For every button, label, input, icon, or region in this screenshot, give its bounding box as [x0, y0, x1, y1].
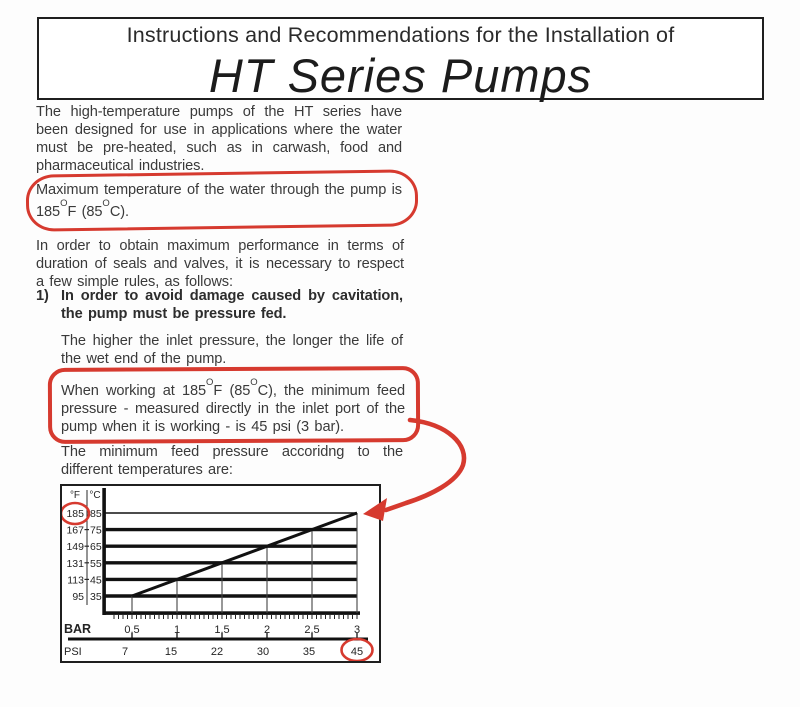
- psi-tick: 45: [350, 646, 364, 658]
- bar-tick: 0,5: [124, 624, 140, 636]
- title-box: [37, 17, 764, 100]
- psi-axis-line: [68, 638, 368, 641]
- bar-tick: 3: [353, 624, 361, 636]
- fahrenheit-axis-header: °F: [69, 490, 81, 501]
- bar-tick: 1: [173, 624, 181, 636]
- rules-intro-paragraph: In order to obtain maximum performance in terms of duration of seals and valves, it is necessary to respect a few simple rules, as follows:: [36, 238, 404, 290]
- rule1-text: In order to avoid damage caused by cavitation, the pump must be pressure fed.: [61, 288, 403, 322]
- fahrenheit-tick: 167: [66, 524, 84, 537]
- when-working-text: When working at 185: [61, 382, 207, 399]
- psi-tick: 7: [121, 646, 129, 658]
- degree-superscript: O: [102, 197, 110, 209]
- bar-axis-label: BAR: [64, 622, 92, 636]
- fahrenheit-tick: 113: [67, 574, 84, 587]
- max-temp-text: Maximum temperature of the water through the pump is 185: [36, 182, 402, 220]
- celsius-tick: 65: [90, 541, 102, 554]
- psi-tick: 22: [210, 646, 224, 658]
- bar-tick: 1.5: [214, 624, 230, 636]
- rule1-number: 1): [36, 288, 49, 304]
- title-subheading: Instructions and Recommendations for the Installation of: [126, 23, 675, 47]
- celsius-tick: 75: [90, 524, 102, 537]
- psi-tick: 30: [256, 646, 270, 658]
- max-temp-text: C).: [109, 203, 129, 220]
- psi-axis-label: PSI: [64, 646, 82, 658]
- fahrenheit-tick: 149: [66, 541, 84, 554]
- psi-tick: 35: [302, 646, 316, 658]
- min-feed-intro-paragraph: The minimum feed pressure accoridng to the different temperatures are:: [61, 444, 403, 478]
- fahrenheit-tick: 95: [72, 591, 84, 603]
- pressure-temperature-chart: [60, 484, 381, 663]
- page-title: HT Series Pumps: [208, 49, 593, 102]
- degree-superscript: O: [206, 376, 214, 388]
- when-working-text: C), the minimum feed pressure - measured directly in the inlet port of the pump when it is working - is 45 psi (3 bar).: [61, 382, 405, 435]
- intro-paragraph: The high-temperature pumps of the HT series have been designed for use in applications where the water must be pre-heated, such as in carwash, food and pharmaceutical industries.: [36, 104, 402, 174]
- celsius-axis-header: °C: [89, 490, 101, 501]
- max-temp-paragraph: [36, 181, 402, 221]
- psi-tick: 15: [164, 646, 178, 658]
- celsius-tick: 85: [90, 508, 102, 520]
- celsius-tick: 35: [90, 591, 102, 603]
- x-axis-line: [104, 611, 360, 615]
- degree-superscript: O: [250, 376, 258, 388]
- fahrenheit-tick: 185: [66, 508, 84, 520]
- celsius-tick: 55: [90, 557, 102, 570]
- degree-superscript: O: [60, 197, 68, 209]
- pressure-temperature-data-line: [132, 513, 357, 596]
- bar-tick: 2: [263, 624, 271, 636]
- when-working-paragraph: [61, 378, 405, 436]
- when-working-text: F (85: [213, 382, 251, 399]
- chart-canvas: [62, 486, 379, 661]
- max-temp-text: F (85: [67, 203, 103, 220]
- fahrenheit-tick: 131: [66, 557, 84, 570]
- bar-tick: 2.5: [304, 624, 320, 636]
- celsius-tick: 45: [90, 574, 102, 587]
- inlet-note-paragraph: The higher the inlet pressure, the longer the life of the wet end of the pump.: [61, 333, 403, 367]
